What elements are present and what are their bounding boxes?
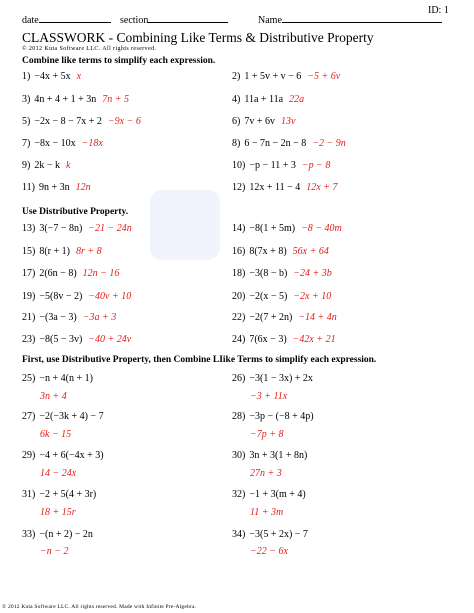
problem-row: 18) −3(8 − b) −24 + 3b (232, 268, 332, 279)
problem-row: 11) 9n + 3n 12n (22, 182, 91, 193)
problem-row: 2) 1 + 5v + v − 6 −5 + 6v (232, 71, 341, 82)
problem-row: 25) −n + 4(n + 1) (22, 373, 93, 384)
answer-text: 18 + 15r (40, 507, 76, 518)
name-blank[interactable] (282, 22, 442, 23)
problem-row: 15) 8(r + 1) 8r + 8 (22, 246, 102, 257)
problem-row: 5) −2x − 8 − 7x + 2 −9x − 6 (22, 116, 141, 127)
answer-text: 6k − 15 (40, 429, 72, 440)
problem-row: 1) −4x + 5x x (22, 71, 82, 82)
problem-row: 3) 4n + 4 + 1 + 3n 7n + 5 (22, 94, 130, 105)
answer-text: −22 − 6x (250, 546, 288, 557)
problem-row: 32) −1 + 3(m + 4) (232, 489, 306, 500)
problem-row: 19) −5(8v − 2) −40v + 10 (22, 291, 132, 302)
problem-row: 24) 7(6x − 3) −42x + 21 (232, 334, 336, 345)
problem-row: 9) 2k − k k (22, 160, 71, 171)
problem-row: 22) −2(7 + 2n) −14 + 4n (232, 312, 337, 323)
copyright-line: © 2012 Kuta Software LLC. All rights reserved. (22, 46, 157, 52)
worksheet-title: CLASSWORK - Combining Like Terms & Distributive Property (22, 30, 374, 45)
answer-text: 27n + 3 (250, 468, 282, 479)
problem-row: 23) −8(5 − 3v) −40 + 24v (22, 334, 132, 345)
problem-row: 6) 7v + 6v 13v (232, 116, 296, 127)
problem-row: 4) 11a + 11a 22a (232, 94, 305, 105)
name-field[interactable] (258, 15, 442, 26)
answer-text: −3 + 11x (250, 391, 288, 402)
problem-row: 30) 3n + 3(1 + 8n) (232, 450, 308, 461)
section-blank[interactable] (148, 22, 228, 23)
date-blank[interactable] (39, 22, 111, 23)
problem-row: 16) 8(7x + 8) 56x + 64 (232, 246, 329, 257)
watermark-logo (150, 190, 220, 260)
problem-row: 21) −(3a − 3) −3a + 3 (22, 312, 117, 323)
section-heading-2: Use Distributive Property. (22, 207, 129, 217)
problem-row: 7) −8x − 10x −18x (22, 138, 103, 149)
answer-text: −n − 2 (40, 546, 69, 557)
date-field[interactable] (22, 15, 111, 26)
problem-row: 29) −4 + 6(−4x + 3) (22, 450, 104, 461)
worksheet-id: ID: 1 (428, 5, 449, 16)
date-label: date (22, 15, 39, 26)
name-label: Name (258, 15, 282, 26)
problem-row: 12) 12x + 11 − 4 12x + 7 (232, 182, 338, 193)
section-heading-1: Combine like terms to simplify each expression. (22, 56, 216, 66)
problem-row: 10) −p − 11 + 3 −p − 8 (232, 160, 331, 171)
problem-row: 13) 3(−7 − 8n) −21 − 24n (22, 223, 132, 234)
problem-row: 26) −3(1 − 3x) + 2x (232, 373, 313, 384)
section-field[interactable] (120, 15, 228, 26)
problem-row: 27) −2(−3k + 4) − 7 (22, 411, 104, 422)
problem-row: 33) −(n + 2) − 2n (22, 529, 93, 540)
section-heading-3: First, use Distributive Property, then Combine LIike Terms to simplify each expression. (22, 355, 377, 365)
section-label: section (120, 15, 149, 26)
problem-row: 20) −2(x − 5) −2x + 10 (232, 291, 332, 302)
answer-text: 14 − 24x (40, 468, 77, 479)
problem-row: 8) 6 − 7n − 2n − 8 −2 − 9n (232, 138, 346, 149)
answer-text: −7p + 8 (250, 429, 284, 440)
answer-text: 11 + 3m (250, 507, 284, 518)
problem-row: 14) −8(1 + 5m) −8 − 40m (232, 223, 342, 234)
answer-text: 3n + 4 (40, 391, 67, 402)
footer-copyright: © 2012 Kuta Software LLC. All rights reserved. Made with Infinite Pre-Algebra. (2, 604, 197, 610)
problem-row: 28) −3p − (−8 + 4p) (232, 411, 314, 422)
problem-row: 17) 2(6n − 8) 12n − 16 (22, 268, 120, 279)
problem-row: 31) −2 + 5(4 + 3r) (22, 489, 97, 500)
problem-row: 34) −3(5 + 2x) − 7 (232, 529, 308, 540)
